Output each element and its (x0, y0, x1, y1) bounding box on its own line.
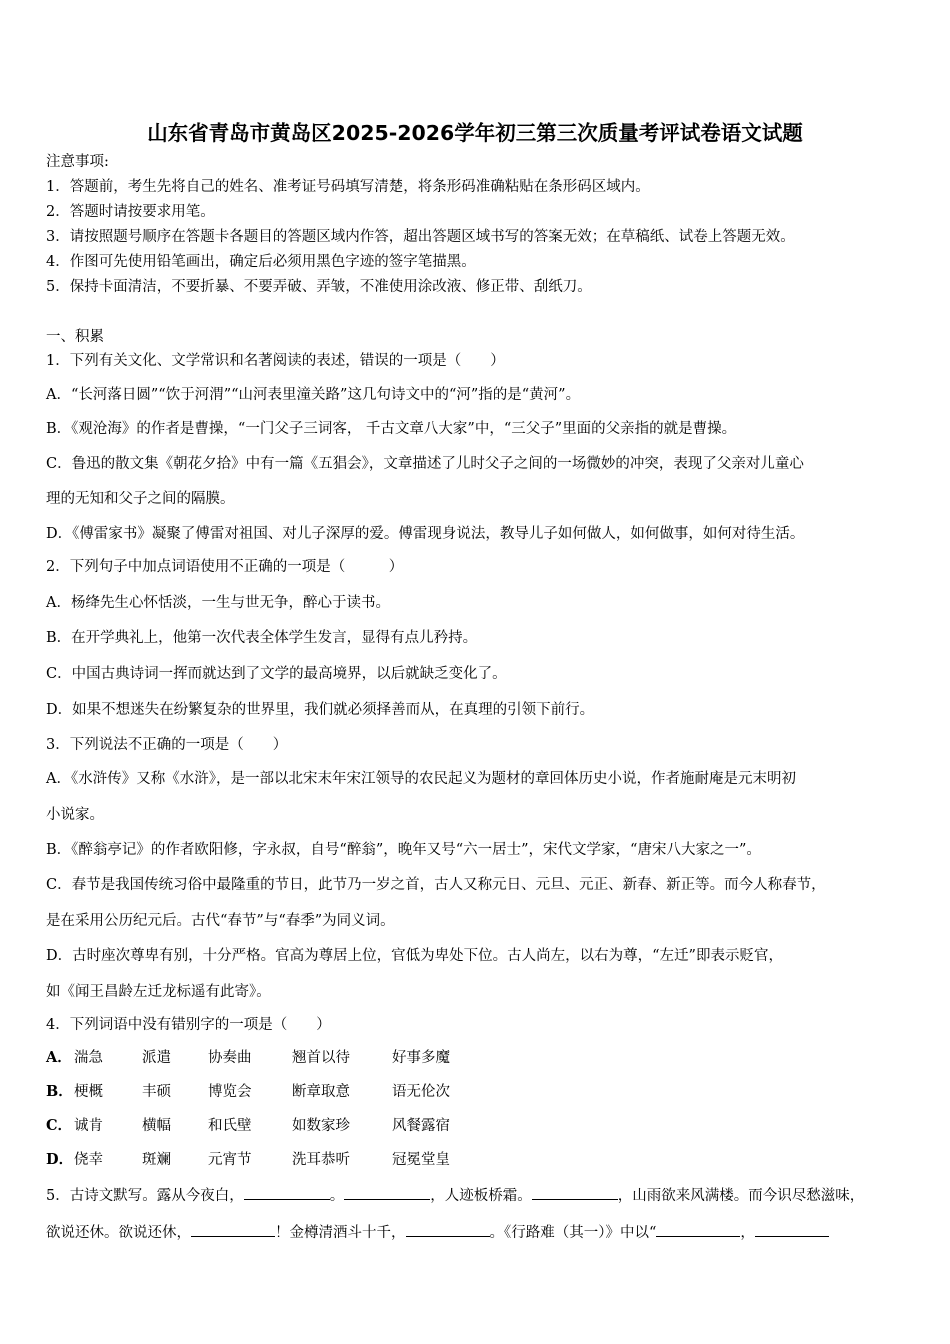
q5-text: 5．古诗文默写。露从今夜白， (46, 1188, 244, 1204)
option-word: 好事多魔 (392, 1050, 450, 1066)
notice-item: 4．作图可先使用铅笔画出，确定后必须用黑色字迹的签字笔描黑。 (46, 254, 476, 270)
q5-text: ， (740, 1225, 755, 1241)
q1-option-d: D．《傅雷家书》凝聚了傅雷对祖国、对儿子深厚的爱。傅雷现身说法，教导儿子如何做人，如何做事，如何对待生活。 (46, 526, 805, 542)
q5-text: ，山雨欲来风满楼。而今识尽愁滋味， (617, 1188, 865, 1204)
q3-option-c-cont: 是在采用公历纪元后。古代“春节”与“春季”为同义词。 (46, 913, 395, 929)
q3-option-c: C．春节是我国传统习俗中最隆重的节日，此节乃一岁之首，古人又称元日、元旦、元正、新春、新正等。而今人称春节， (46, 877, 826, 893)
answer-blank[interactable] (656, 1222, 740, 1237)
option-label: B． (46, 1083, 73, 1100)
q3-option-a: A．《水浒传》又称《水浒》，是一部以北宋末年宋江领导的农民起义为题材的章回体历史小说，作者施耐庵是元末明初 (46, 771, 796, 787)
option-word: 洗耳恭听 (292, 1152, 350, 1168)
option-word: 断章取意 (292, 1084, 350, 1100)
q2-option-a: A．杨绛先生心怀恬淡，一生与世无争，醉心于读书。 (46, 595, 390, 611)
option-word: 语无伦次 (392, 1084, 450, 1100)
notice-item: 1．答题前，考生先将自己的姓名、准考证号码填写清楚，将条形码准确粘贴在条形码区域内。 (46, 179, 650, 195)
q5-text: ，人迹板桥霜。 (430, 1188, 532, 1204)
q1-option-c-cont: 理的无知和父子之间的隔膜。 (46, 491, 235, 507)
question-2-stem: 2．下列句子中加点词语使用不正确的一项是（ ） (46, 559, 404, 575)
question-1-stem: 1．下列有关文化、文学常识和名著阅读的表述，错误的一项是（ ） (46, 353, 505, 369)
q5-text: ！金樽清酒斗十千， (275, 1225, 406, 1241)
option-word: 翘首以待 (292, 1050, 350, 1066)
answer-blank[interactable] (755, 1222, 829, 1237)
q1-option-a: A．“长河落日圆”“饮于河渭”“山河表里潼关路”这几句诗文中的“河”指的是“黄河”。 (46, 387, 581, 403)
option-word: 和氏壁 (208, 1118, 252, 1134)
question-4-stem: 4．下列词语中没有错别字的一项是（ ） (46, 1017, 331, 1033)
question-5-line-1 (46, 1185, 864, 1205)
q3-option-a-cont: 小说家。 (46, 807, 104, 823)
notice-item: 3．请按照题号顺序在答题卡各题目的答题区域内作答，超出答题区域书写的答案无效；在草稿纸、试卷上答题无效。 (46, 229, 795, 245)
page-title: 山东省青岛市黄岛区2025-2026学年初三第三次质量考评试卷语文试题 (147, 121, 803, 145)
option-word: 派遣 (142, 1050, 171, 1066)
answer-blank[interactable] (344, 1185, 430, 1200)
q2-option-b: B．在开学典礼上，他第一次代表全体学生发言，显得有点儿矜持。 (46, 630, 478, 646)
option-word: 梗概 (74, 1084, 103, 1100)
q5-text: 欲说还休。欲说还休， (46, 1225, 191, 1241)
option-word: 横幅 (142, 1118, 171, 1134)
q2-option-d: D．如果不想迷失在纷繁复杂的世界里，我们就必须择善而从，在真理的引领下前行。 (46, 702, 595, 718)
q2-option-c: C．中国古典诗词一挥而就达到了文学的最高境界，以后就缺乏变化了。 (46, 666, 507, 682)
option-label: C． (46, 1117, 73, 1134)
option-word: 丰硕 (142, 1084, 171, 1100)
option-word: 元宵节 (208, 1152, 252, 1168)
option-word: 冠冕堂皇 (392, 1152, 450, 1168)
q1-option-c: C．鲁迅的散文集《朝花夕拾》中有一篇《五猖会》，文章描述了儿时父子之间的一场微妙的冲突，表现了父亲对儿童心 (46, 456, 804, 472)
notice-item: 5．保持卡面清洁，不要折暴、不要弄破、弄皱，不准使用涂改液、修正带、刮纸刀。 (46, 279, 592, 295)
option-word: 湍急 (74, 1050, 103, 1066)
option-word: 协奏曲 (208, 1050, 252, 1066)
section-heading: 一、积累 (46, 329, 104, 345)
option-word: 侥幸 (74, 1152, 103, 1168)
question-3-stem: 3．下列说法不正确的一项是（ ） (46, 737, 288, 753)
q4-option (46, 1049, 450, 1067)
option-label: D． (46, 1151, 74, 1168)
option-word: 斑斓 (142, 1152, 171, 1168)
q3-option-d-cont: 如《闻王昌龄左迁龙标遥有此寄》。 (46, 984, 271, 1000)
answer-blank[interactable] (191, 1222, 275, 1237)
notice-heading: 注意事项: (46, 154, 109, 170)
option-word: 博览会 (208, 1084, 252, 1100)
option-label: A． (46, 1049, 72, 1066)
q4-option (46, 1117, 450, 1135)
q4-option (46, 1083, 450, 1101)
q4-option (46, 1151, 450, 1169)
q3-option-d: D．古时座次尊卑有别，十分严格。官高为尊居上位，官低为卑处下位。古人尚左，以右为尊，“左迁”即表示贬官， (46, 948, 783, 964)
answer-blank[interactable] (406, 1222, 490, 1237)
q1-option-b: B．《观沧海》的作者是曹操，“一门父子三词客， 千古文章八大家”中，“三父子”里面的父亲指的就是曹操。 (46, 421, 737, 437)
option-word: 风餐露宿 (392, 1118, 450, 1134)
option-word: 诚肯 (74, 1118, 103, 1134)
answer-blank[interactable] (244, 1185, 330, 1200)
notice-item: 2．答题时请按要求用笔。 (46, 204, 215, 220)
q3-option-b: B．《醉翁亭记》的作者欧阳修，字永叔，自号“醉翁”，晚年又号“六一居士”，宋代文学家，“唐宋八大家之一”。 (46, 842, 761, 858)
option-word: 如数家珍 (292, 1118, 350, 1134)
answer-blank[interactable] (532, 1185, 618, 1200)
q5-text: 。 (329, 1188, 345, 1204)
question-5-line-2 (46, 1222, 829, 1242)
q5-text: 。《行路难（其一）》中以“ (489, 1225, 657, 1241)
